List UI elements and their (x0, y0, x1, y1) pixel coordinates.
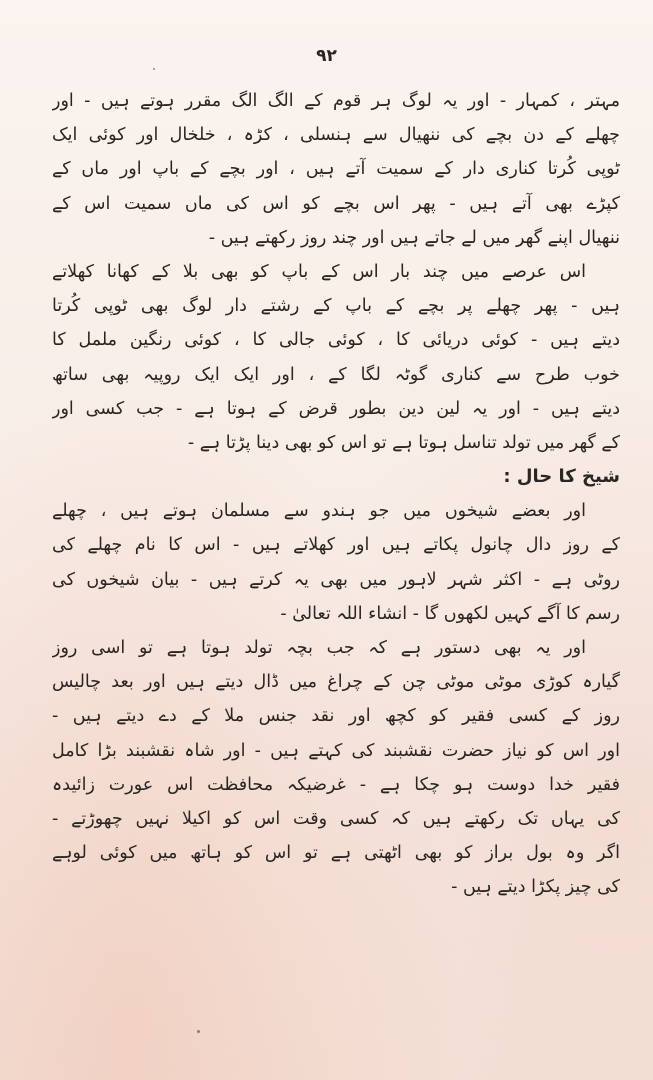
paper-speck (197, 1030, 200, 1033)
text-line: اس عرصے میں چند بار اس کے باپ کو بھی بلا کے کھانا کھلاتے (52, 261, 586, 282)
text-line: رسم کا آگے کہیں لکھوں گا - انشاء اللہ تعالیٰ - (280, 603, 620, 624)
text-line: کی یہاں تک رکھتے ہیں کہ کسی وقت اس کو اکیلا نہیں چھوڑتے - (52, 808, 620, 829)
page-number: ۹۲ (316, 46, 337, 66)
text-line: خوب طرح سے کناری گوٹہ لگا کے ، اور ایک ایک روپیہ بھی ساتھ (52, 364, 620, 385)
text-line: کے روز دال چانول پکاتے ہیں اور کھلاتے ہیں - اس کا نام چھلے کی (52, 535, 620, 556)
text-line: ٹوپی کُرتا کناری دار کے سمیت آتے ہیں ، اور بچے کے باپ اور ماں کے (52, 159, 620, 180)
text-line: چھلے کے دن بچے کی ننھیال سے ہنسلی ، کڑہ ، خلخال اور کوئی ایک (52, 125, 620, 146)
body-text (52, 84, 620, 905)
text-line: دیتے ہیں - کوئی دریائی کا ، کوئی جالی کا ، کوئی رنگین ململ کا (52, 330, 620, 351)
text-line: اگر وہ بول براز کو بھی اٹھتی ہے تو اس کو ہاتھ میں کوئی لوہے (52, 843, 620, 864)
text-line: اور یہ بھی دستور ہے کہ جب بچہ تولد ہوتا ہے تو اسی روز (52, 638, 586, 658)
text-line: روٹی ہے - اکثر شہر لاہور میں بھی یہ کرتے ہیں - بیان شیخوں کی (52, 569, 620, 590)
text-line: روز کے کسی فقیر کو کچھ اور نقد جنس ملا کے دے دیتے ہیں - (52, 706, 620, 727)
text-line: دیتے ہیں - اور یہ لین دین بطور قرض کے ہوتا ہے - جب کسی اور (52, 398, 620, 419)
text-line: فقیر خدا دوست ہو چکا ہے - غرضیکہ محافظت اس عورت زائیدہ (52, 774, 620, 795)
text-line: مہتر ، کمہار - اور یہ لوگ ہر قوم کے الگ الگ مقرر ہوتے ہیں - اور (52, 91, 620, 111)
text-line: گیارہ کوڑی موٹی موٹی چن کے چراغ میں ڈال دیتے ہیں اور بعد چالیس (52, 672, 620, 693)
paper-speck (153, 68, 155, 70)
text-line: کی چیز پکڑا دیتے ہیں - (451, 877, 620, 898)
section-heading: شیخ کا حال : (503, 466, 620, 488)
text-line: اور بعضے شیخوں میں جو ہندو سے مسلمان ہوتے ہیں ، چھلے (52, 501, 586, 522)
text-line: کے گھر میں تولد تناسل ہوتا ہے تو اس کو بھی دینا پڑتا ہے - (187, 432, 620, 453)
text-line: ننھیال اپنے گھر میں لے جاتے ہیں اور چند روز رکھتے ہیں - (208, 227, 620, 248)
text-line: ہیں - پھر چھلے پر بچے کے باپ کے رشتے دار لوگ بھی ٹوپی کُرتا (52, 296, 620, 317)
text-line: اور اس کو نیاز حضرت نقشبند کی کہتے ہیں - اور شاہ نقشبند بڑا کامل (52, 740, 620, 761)
text-line: کپڑے بھی آتے ہیں - پھر اس بچے کو اس کی ماں سمیت اس کے (52, 193, 620, 214)
